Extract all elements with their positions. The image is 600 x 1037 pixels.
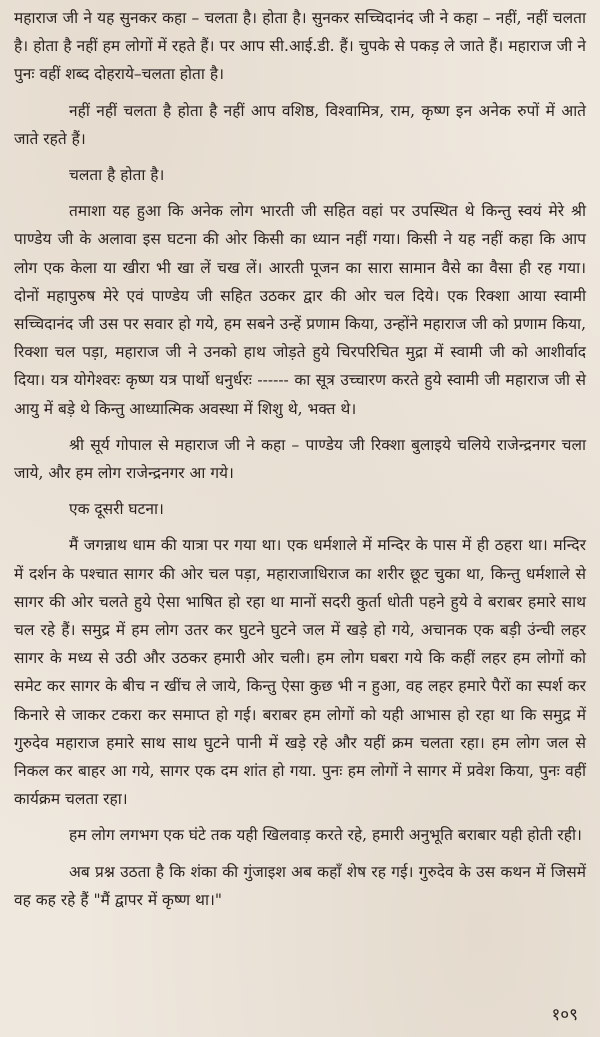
paragraph-6: एक दूसरी घटना। (69, 500, 164, 519)
paragraph-5: श्री सूर्य गोपाल से महाराज जी ने कहा – पाण्डेय जी रिक्शा बुलाइये चलिये राजेन्द्रनगर चला जाये, और हम लोग राजेन्द्रनगर आ गये। (14, 435, 586, 483)
paragraph-2: नहीं नहीं चलता है होता है नहीं आप वशिष्ठ, विश्वामित्र, राम, कृष्ण इन अनेक रुपों में आते जाते रहते हैं। (14, 101, 586, 148)
paragraph-7: मैं जगन्नाथ धाम की यात्रा पर गया था। एक धर्मशाले में मन्दिर के पास में ही ठहरा था। मन्दिर में दर्शन के पश्चात सागर की ओर चल पड़ा, महाराजाधिराज का शरीर छूट चुका था, किन्तु धर्मशाले से सागर की ओर चलते हुये ऐसा भाषित हो रहा था मानों सदरी कुर्ता धोती पहने हुये वे बराबर हमारे साथ चल रहे हैं। समुद्र में हम लोग उतर कर घुटने घुटने जल में खड़े हो गये, अचानक एक बड़ी उंन्ची लहर सागर के मध्य से उठी और उठकर हमारी ओर चली। हम लोग घबरा गये कि कहीं लहर हम लोगों को समेट कर सागर के बीच न खींच ले जाये, किन्तु ऐसा कुछ भी न हुआ, वह लहर हमारे पैरों का स्पर्श कर किनारे से जाकर टकरा कर समाप्त हो गई। बराबर हम लोगों को यही आभास हो रहा था कि समुद्र में गुरुदेव महाराज हमारे साथ साथ घुटने पानी में खड़े रहे और यहीं क्रम चलता रहा। हम लोग जल से निकल कर बाहर आ गये, सागर एक दम शांत हो गया. पुनः हम लोगों ने सागर में प्रवेश किया, पुनः वहीं कार्यक्रम चलता रहा। (14, 536, 586, 809)
paragraph-8: हम लोग लगभग एक घंटे तक यही खिलवाड़ करते रहे, हमारी अनुभूति बराबार यही होती रही। (69, 826, 582, 845)
paragraph-1: महाराज जी ने यह सुनकर कहा – चलता है। होता है। सुनकर सच्चिदानंद जी ने कहा – नहीं, नहीं चलता है। होता है नहीं हम लोगों में रहते हैं। पर आप सी.आई.डी. हैं। चुपके से पकड़ ले जाते हैं। महाराज जी ने पुनः वहीं शब्द दोहराये–चलता होता है। (14, 9, 586, 84)
paragraph-3: चलता है होता है। (69, 166, 165, 185)
paragraph-4: तमाशा यह हुआ कि अनेक लोग भारती जी सहित वहां पर उपस्थित थे किन्तु स्वयं मेरे श्री पाण्डेय जी के अलावा इस घटना की ओर किसी का ध्यान नहीं गया। किसी ने यह नहीं कहा कि आप लोग एक केला या खीरा भी खा लें चख लें। आरती पूजन का सारा सामान वैसे का वैसा ही रह गया। दोनों महापुरुष मेरे एवं पाण्डेय जी सहित उठकर द्वार की ओर चल दिये। एक रिक्शा आया स्वामी सच्चिदानंद जी उस पर सवार हो गये, हम सबने उन्हें प्रणाम किया, उन्होंने महाराज जी को प्रणाम किया, रिक्शा चल पड़ा, महाराज जी ने उनको हाथ जोड़ते हुये चिरपरिचित मुद्रा में स्वामी जी को आशीर्वाद दिया। यत्र योगेश्वरः कृष्ण यत्र पार्थो धनुर्धरः ------ का सूत्र उच्चारण करते हुये स्वामी जी महाराज जी से आयु में बड़े थे किन्तु आध्यात्मिक अवस्था में शिशु थे, भक्त थे। (14, 202, 586, 418)
page-number: १०९ (551, 1005, 578, 1025)
paragraph-9: अब प्रश्न उठता है कि शंका की गुंजाइश अब कहाँ शेष रह गई। गुरुदेव के उस कथन में जिसमें वह कह रहे हैं "मैं द्वापर में कृष्ण था।" (14, 862, 586, 909)
